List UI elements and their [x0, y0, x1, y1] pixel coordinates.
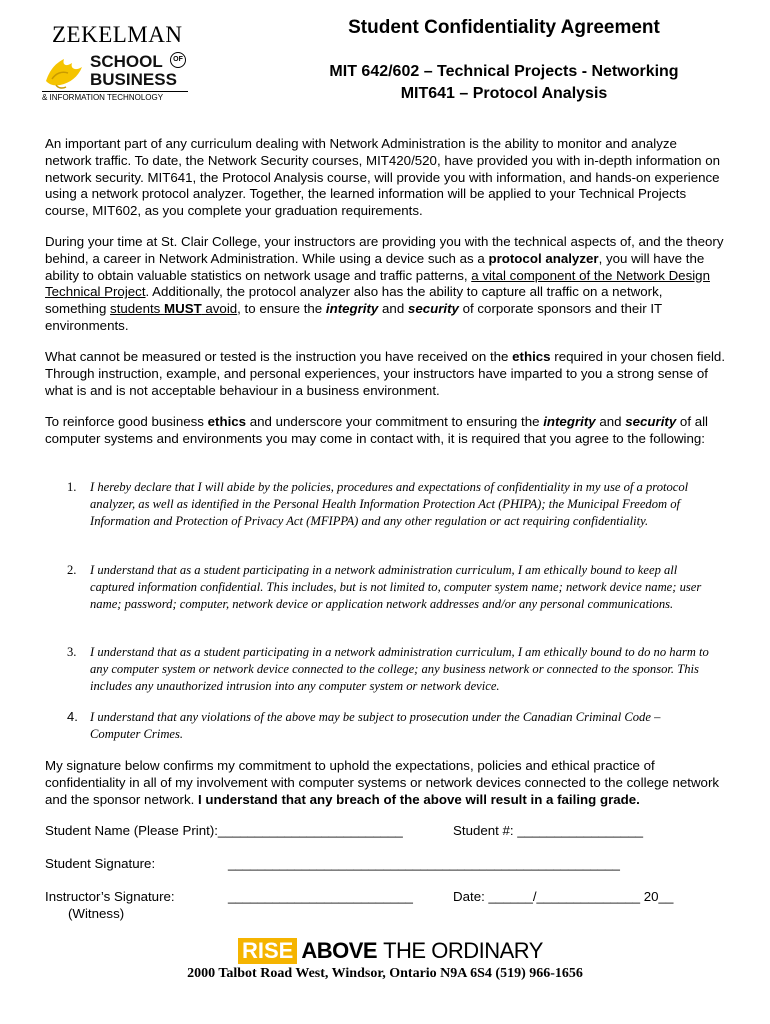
- student-number-field[interactable]: Student #: _________________: [453, 823, 644, 838]
- student-signature-label: Student Signature:: [45, 856, 156, 871]
- document-title: Student Confidentiality Agreement: [348, 17, 660, 38]
- logo-business: BUSINESS: [90, 70, 177, 89]
- the-ordinary-words: THE ORDINARY: [383, 938, 543, 963]
- logo-school: SCHOOL: [90, 52, 163, 71]
- course-title-1: MIT 642/602 – Technical Projects - Networking: [329, 63, 679, 80]
- intro-paragraph: An important part of any curriculum dealing with Network Administration is the ability to monitor and analyze network traffic. To date, the Network Security courses, MIT420/520, have provided you with in-depth information on network security. MIT641, the Protocol Analysis course, will provide you with information, and hands-on experience using a network protocol analyzer. Together, the learned information will be applied to your Technical Projects course, MIT602, as you complete your graduation requirements.: [45, 136, 721, 219]
- instructor-signature-label: Instructor’s Signature:: [45, 889, 175, 904]
- course-title-2: MIT641 – Protocol Analysis: [400, 85, 608, 102]
- rise-above-slogan: [238, 938, 543, 964]
- logo-zekelman: ZEKELMAN: [52, 22, 183, 47]
- student-name-field[interactable]: Student Name (Please Print):_________________________: [45, 823, 403, 838]
- college-address: 2000 Talbot Road West, Windsor, Ontario N9A 6S4 (519) 966-1656: [187, 966, 583, 981]
- reinforce-paragraph: To reinforce good business ethics and underscore your commitment to ensuring the integrity and security of all computer systems and environments you may come in contact with, it is required that you agree to the following:: [45, 414, 709, 446]
- student-signature-field[interactable]: _____________________________________________________: [228, 856, 620, 871]
- instructor-signature-field[interactable]: _________________________: [228, 889, 413, 904]
- ethics-paragraph: What cannot be measured or tested is the instruction you have received on the ethics required in your chosen field. Through instruction, example, and personal experiences, your instructors have imparted to you a strong sense of what is and is not acceptable behaviour in a business environment.: [45, 349, 726, 398]
- above-word: ABOVE: [301, 938, 378, 963]
- signature-paragraph: My signature below confirms my commitment to uphold the expectations, policies and ethical practice of confidentiality in all of my involvement with computer systems or network devices connected to the college network and the sponsor network. I understand that any breach of the above will result in a failing grade.: [45, 758, 720, 807]
- phoenix-logo-icon: [42, 51, 88, 91]
- date-field[interactable]: Date: ______/______________ 20__: [453, 889, 674, 904]
- school-logo: [42, 18, 190, 104]
- logo-divider: [42, 91, 188, 92]
- witness-label: (Witness): [68, 906, 125, 921]
- logo-it: & INFORMATION TECHNOLOGY: [42, 93, 164, 102]
- network-paragraph: During your time at St. Clair College, your instructors are providing you with the technical aspects of, and the theory behind, a career in Network Administration. While using a device such as a protocol analyzer, you will have the ability to obtain valuable statistics on network usage and traffic patterns, a vital component of the Network Design Technical Project. Additionally, the protocol analyzer also has the ability to capture all traffic on a network, something students MUST avoid, to ensure the integrity and security of corporate sponsors and their IT environments.: [45, 234, 724, 333]
- rise-word: RISE: [238, 938, 297, 964]
- logo-of: OF: [170, 52, 186, 68]
